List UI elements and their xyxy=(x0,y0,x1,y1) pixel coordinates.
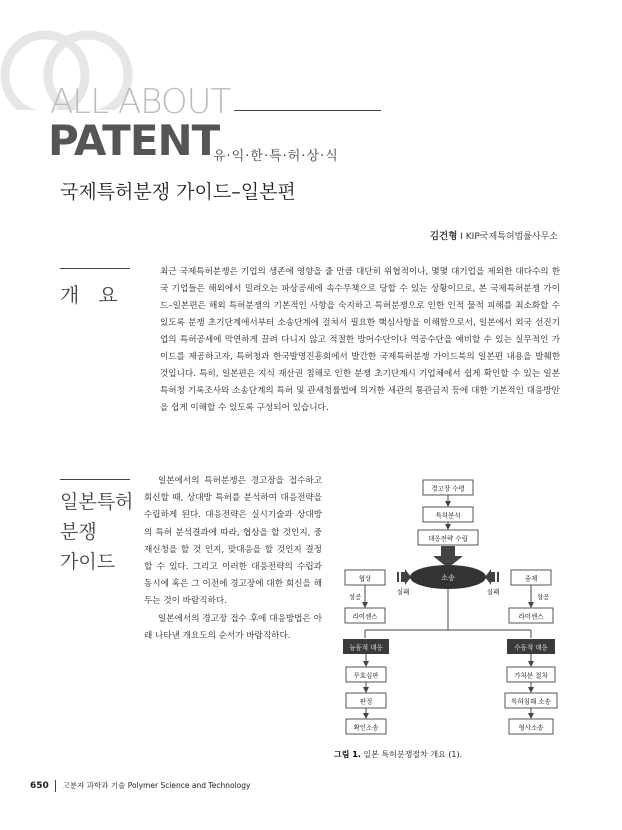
license-left-box xyxy=(345,608,385,623)
svg-text:수동적 대응: 수동적 대응 xyxy=(514,643,548,652)
dispute-flowchart xyxy=(333,472,573,744)
guide-heading-line2: 분쟁 xyxy=(60,521,97,543)
series-title-main: PATENT xyxy=(48,116,220,165)
active-step-3-box xyxy=(346,719,386,734)
page-footer xyxy=(30,780,250,792)
guide-paragraph-2: 일본에서의 경고장 접수 후에 대응방법은 아래 나타낸 개요도의 순서가 바람직하다. xyxy=(144,613,322,641)
svg-text:특허침해 소송: 특허침해 소송 xyxy=(511,697,551,706)
fail-left-label: 실패 xyxy=(396,588,410,596)
svg-text:무효심판: 무효심판 xyxy=(353,671,379,680)
author-affiliation: KIP국제특허법률사무소 xyxy=(465,232,558,242)
series-rule xyxy=(234,110,381,111)
step-analysis-box xyxy=(423,507,473,522)
svg-text:소송: 소송 xyxy=(441,574,455,582)
guide-paragraph-1: 일본에서의 특허분쟁은 경고장을 접수하고 회신할 때, 상대방 특허를 분석하여 대응전략을 수립하게 된다. 대응전략은 실시기술과 상대방의 특허 분석결과에 따라, 협상을 할 것인지, 중재신청을 할 것 인지, 맞대응을 할 것인지 결정할 수 있다. 그리고 이러한 대응전략의 수립과 동시에 혹은 그 이전에 경고장에 대한 회신을 해두는 것이 바람직하다. xyxy=(144,476,322,607)
author-separator: I xyxy=(460,232,466,242)
author-name: 김건형 xyxy=(429,231,458,242)
author-line xyxy=(430,228,558,242)
svg-text:능동적 대응: 능동적 대응 xyxy=(349,643,383,652)
license-right-box xyxy=(509,608,553,623)
passive-step-1-box xyxy=(507,667,555,682)
arbitration-box xyxy=(511,570,551,585)
series-subtitle: 유·익·한·특·허·상·식 xyxy=(213,149,339,164)
overview-rule xyxy=(60,268,130,269)
big-down-arrow xyxy=(433,546,463,568)
step-warning-box xyxy=(423,480,473,495)
footer-divider xyxy=(55,780,56,792)
svg-text:특허분석: 특허분석 xyxy=(435,511,461,520)
success-right-label: 성공 xyxy=(536,593,550,601)
svg-text:라이센스: 라이센스 xyxy=(352,612,378,621)
svg-text:라이센스: 라이센스 xyxy=(518,612,544,621)
fail-right-label: 실패 xyxy=(486,588,500,596)
step-strategy-box xyxy=(418,530,478,545)
figure-caption xyxy=(334,749,462,760)
overview-heading: 개 요 xyxy=(60,283,118,307)
series-title-top: ALL ABOUT xyxy=(50,82,231,122)
negotiation-box xyxy=(345,570,385,585)
journal-name: 고분자 과학과 기술 Polymer Science and Technology xyxy=(62,781,251,790)
svg-text:확인소송: 확인소송 xyxy=(353,723,379,732)
guide-body xyxy=(144,473,322,645)
svg-text:형사소송: 형사소송 xyxy=(518,723,544,732)
svg-text:협상: 협상 xyxy=(358,574,372,583)
article-title: 국제특허분쟁 가이드–일본편 xyxy=(60,181,296,203)
guide-heading xyxy=(60,487,133,577)
guide-heading-line1: 일본특허 xyxy=(60,491,134,513)
passive-response-box xyxy=(507,639,555,654)
figure-caption-text: 일본 특허분쟁절차 개요 (1). xyxy=(363,750,463,759)
svg-text:경고장 수령: 경고장 수령 xyxy=(431,484,465,493)
passive-step-3-box xyxy=(509,719,553,734)
svg-text:대응전략 수립: 대응전략 수립 xyxy=(428,534,468,543)
guide-heading-line3: 가이드 xyxy=(60,551,116,573)
intro-paragraph: 최근 국제특허분쟁은 기업의 생존에 영향을 줄 만큼 대단히 위협적이나, 몇몇 대기업을 제외한 대다수의 한국 기업들은 해외에서 밀려오는 파상공세에 속수무책으로 당할 수 있는 상황이므로, 본 국제특허분쟁 가이드–일본편은 해외 특허분쟁의 기본적인 사항을 숙지하고 특허분쟁으로 인한 인적 물적 피해를 최소화할 수 있도록 분쟁 초기단계에서부터 소송단계에 걸쳐서 필요한 핵심사항을 이해함으로서, 일본에서 외국 선진기업의 특허공세에 막연하게 끌려 다니지 않고 적절한 방어수단이나 역공수단을 예비할 수 있는 실무적인 가이드를 제공하고자, 특허청과 한국발명진흥회에서 발간한 국제특허분쟁 가이드북의 일본편 내용을 발췌한 것입니다. 특히, 일본편은 지식 재산권 침해로 인한 분쟁 초기단계시 기업체에서 쉽게 확인할 수 있는 일본 특허청 기록조사와 소송단계의 특허 및 관세청률법에 의거한 세관의 통관금지 등에 대한 기본적인 대응방안을 쉽게 이해할 수 있도록 구성되어 있습니다. xyxy=(160,267,560,413)
svg-text:가처분 절차: 가처분 절차 xyxy=(514,671,548,680)
active-response-box xyxy=(343,639,389,654)
success-left-label: 성공 xyxy=(348,593,362,601)
passive-step-2-box xyxy=(505,693,557,708)
guide-rule xyxy=(60,479,130,480)
figure-label: 그림 1. xyxy=(334,750,361,759)
page-number: 650 xyxy=(30,781,49,791)
active-step-2-box xyxy=(346,693,386,708)
svg-text:판정: 판정 xyxy=(359,697,373,706)
active-step-1-box xyxy=(346,667,386,682)
litigation-ellipse xyxy=(410,565,486,589)
svg-text:중재: 중재 xyxy=(524,574,538,583)
